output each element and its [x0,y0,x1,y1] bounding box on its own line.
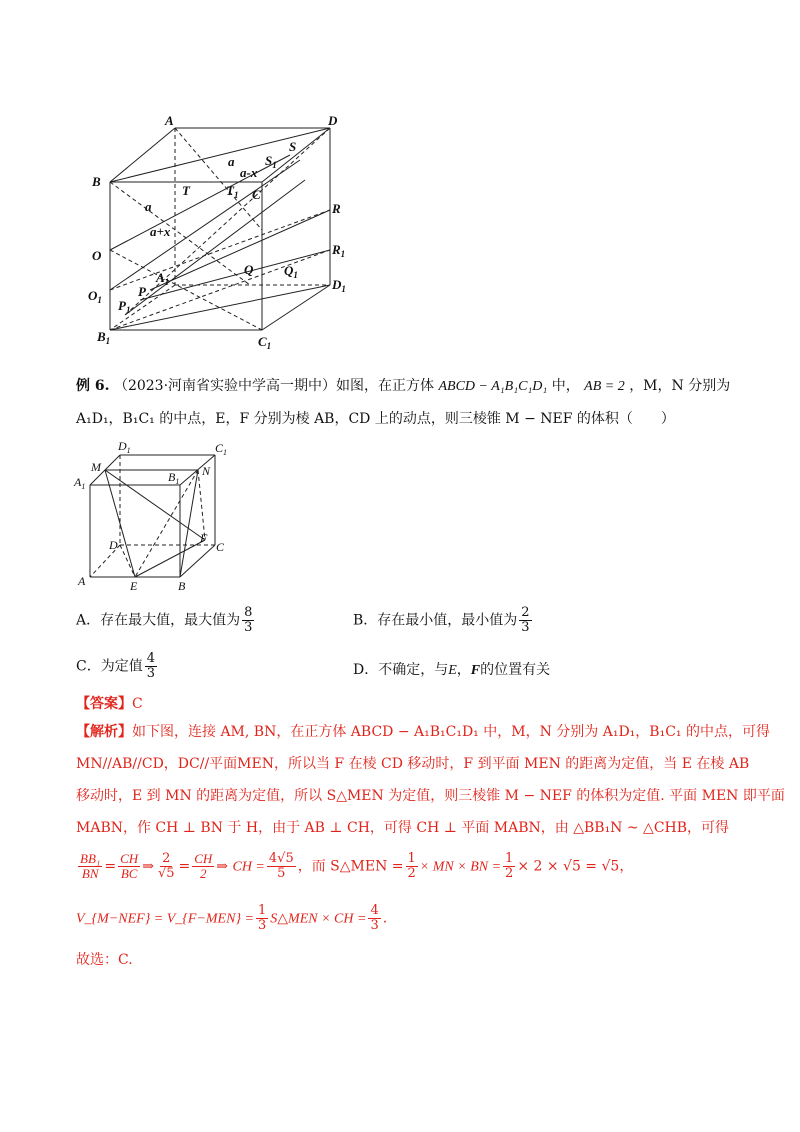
label-P: P [138,284,146,299]
eq1-a-den: √5 [157,866,175,881]
option-c[interactable] [76,652,159,681]
eq1-t-end: × 2 × √5 = √5， [517,858,634,875]
fig2-label-N: N [202,464,211,478]
option-d-end: 的位置有关 [480,662,551,678]
label-T1: $T_1$ [226,183,239,200]
eq2-num: 1 [258,903,267,918]
example-line1-rest: ，M，N 分别为 [629,378,731,394]
fig2-label-D: D [109,538,118,552]
analysis-line-2: MN//AB//CD，DC//平面MEN，所以当 F 在棱 CD 移动时，F 到平面 MEN 的距离为定值，当 E 在棱 AB [76,756,750,772]
eq1-l-num: BB₁ [80,851,101,866]
eq2-den: 3 [258,918,267,933]
fig2-label-E: E [130,579,138,590]
answer-label: 【答案】 [76,696,132,712]
option-c-text: C．为定值 [76,658,143,675]
label-O: O [92,248,102,263]
option-d-e: E [448,663,457,678]
eq1-b-den: 2 [200,866,207,881]
eq2-r-num: 4 [370,903,379,918]
option-a-text: A．存在最大值，最大值为 [76,612,241,629]
example-line-2: A₁D₁，B₁C₁ 的中点，E，F 分别为棱 AB，CD 上的动点，则三棱锥 M − NEF 的体积（ ） [76,411,675,427]
analysis-equation-1: $\frac{\text{BB₁}}{BN}$ = $\frac{CH}{BC}$ ⇒ $\frac{2}{√5}$ = $\frac{CH}{2}$ ⇒ CH = $\frac{4√5}{5}$ ，而 S△MEN = $\frac{1}{2}$ × MN × BN = $\frac{1}{2}$ × 2 × √5 = √5， [80,851,634,881]
label-B: B [92,174,101,189]
analysis-equation-2 [76,904,387,933]
example-number: 例 6. [76,378,110,394]
fig2-label-B1: $B_1$ [168,470,180,486]
label-A: A [165,113,174,128]
eq2-end: . [382,910,388,927]
eq1-frac-l [78,852,102,881]
example-source: （2023·河南省实验中学高一期中）如图，在正方体 [113,378,435,394]
eq1-s: ，而 S△MEN = [297,858,404,875]
example-ab: AB = 2 [584,379,625,394]
fig2-label-M: M [91,460,101,474]
eq1-l-den: BN [81,866,99,881]
option-b-frac [519,606,531,635]
analysis-line-3: 移动时，E 到 MN 的距离为定值，所以 S△MEN 为定值，则三棱锥 M − NEF 的体积为定值. 平面 MEN 即平面 [76,788,785,804]
eq1-res: CH = [232,859,265,875]
eq2-frac-r [368,904,380,933]
label-A1: $A_1$ [156,270,170,287]
eq2-mid: S△MEN × CH = [270,911,367,927]
eq1-t-den: 2 [505,866,514,881]
eq1-m-den: BC [120,866,138,881]
label-S: S [289,139,297,154]
option-d-f: F [470,663,481,678]
label-D: D [328,113,338,128]
fig2-label-B: B [178,579,186,590]
eq1-s-den: 2 [407,866,416,881]
eq1-frac-res [267,852,296,881]
eq1-b-num: CH [194,851,213,866]
option-c-num: 4 [146,651,155,666]
fig2-label-A1: $A_1$ [74,475,86,491]
example-mid: 中， [551,378,580,394]
eq1-s-num: 1 [407,851,416,866]
label-P1: $P_1$ [118,298,131,315]
option-a-frac [242,606,254,635]
eq2-r-den: 3 [370,918,379,933]
eq1-res-num: 4√5 [268,851,294,866]
eq1-t-num: 1 [505,851,514,866]
cube-figure-2 [70,440,240,590]
label-a-left: a [145,199,152,214]
option-a-den: 3 [244,620,253,635]
eq1-s-mid: × MN × BN = [419,859,502,875]
option-a-num: 8 [244,605,253,620]
analysis-line-1 [76,722,770,742]
cube-figure-1 [80,110,360,360]
fig2-label-A: A [78,574,86,588]
option-c-den: 3 [146,666,155,681]
label-Q1: $Q_1$ [284,263,298,280]
fig2-label-C1: $C_1$ [215,441,228,457]
eq2-l: V_{M−NEF} = V_{F−MEN} = [76,911,254,927]
answer [76,694,143,714]
fig2-label-C: C [216,540,225,554]
label-Q: Q [244,262,254,277]
eq1-res-den: 5 [277,866,286,881]
option-b-num: 2 [521,605,530,620]
fig2-label-D1: $D_1$ [118,440,131,455]
option-d-text: D．不确定，与 [353,662,449,678]
option-b[interactable] [353,606,534,635]
option-a[interactable] [76,606,256,635]
analysis-line-4: MABN，作 CH ⊥ BN 于 H，由于 AB ⊥ CH，可得 CH ⊥ 平面 MABN，由 △BB₁N ~ △CHB，可得 [76,820,730,836]
label-R: R [332,201,341,216]
eq1-m-num: CH [120,851,139,866]
eq1-frac-b [192,852,214,881]
example-line-1 [76,376,730,397]
eq1-frac-a [156,852,177,881]
label-C1: $C_1$ [258,334,272,351]
option-d[interactable] [353,660,550,681]
eq1-frac-m [118,852,140,881]
label-a-top: a [228,154,235,169]
option-d-sep: ， [456,662,471,678]
label-S1: $S_1$ [265,153,277,170]
eq1-frac-s [406,852,418,881]
label-D1: $D_1$ [332,277,346,294]
analysis-conclusion: 故选：C. [76,952,133,968]
option-c-frac [145,652,157,681]
option-b-text: B．存在最小值，最小值为 [353,612,518,629]
label-a-plus-x: a+x [150,224,171,239]
label-B1: $B_1$ [97,329,111,346]
eq2-frac [256,904,268,933]
label-a-minus-x: a-x [240,165,258,180]
example-cube: ABCD − A₁B₁C₁D₁ [438,379,548,394]
label-O1: $O_1$ [88,288,102,305]
label-T: T [182,183,190,198]
eq1-a-num: 2 [162,851,171,866]
label-R1: $R_1$ [332,242,346,259]
analysis-line1-text: 如下图，连接 AM, BN，在正方体 ABCD − A₁B₁C₁D₁ 中，M，N 分别为 A₁D₁，B₁C₁ 的中点，可得 [132,724,770,740]
answer-value: C [132,696,143,712]
label-C: C [252,187,261,202]
fig2-label-F: F [200,531,208,545]
option-b-den: 3 [521,620,530,635]
analysis-label: 【解析】 [76,724,132,740]
eq1-frac-t [503,852,515,881]
